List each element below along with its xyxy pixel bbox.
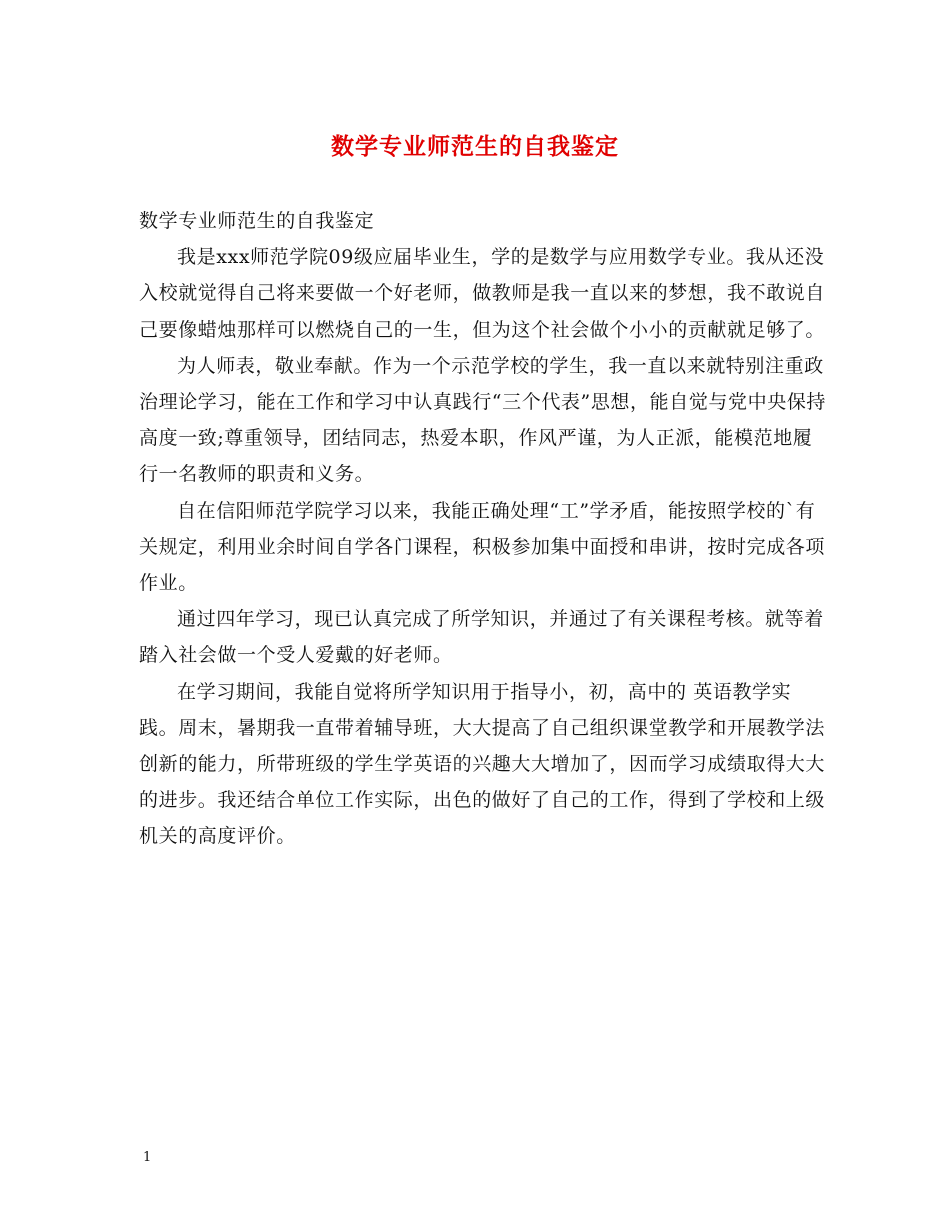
page-number: 1: [143, 1150, 152, 1165]
paragraph: 我是xxx师范学院09级应届毕业生，学的是数学与应用数学专业。我从还没入校就觉得自己将来要做一个好老师，做教师是我一直以来的梦想，我不敢说自己要像蜡烛那样可以燃烧自己的一生，但为这个社会做个小小的贡献就足够了。: [139, 246, 826, 341]
document-title: 数学专业师范生的自我鉴定: [331, 133, 619, 160]
paragraph: 自在信阳师范学院学习以来，我能正确处理“工”学矛盾，能按照学校的`有关规定，利用业余时间自学各门课程，积极参加集中面授和串讲，按时完成各项作业。: [139, 499, 826, 595]
document-body: [139, 203, 829, 855]
paragraph: 通过四年学习，现已认真完成了所学知识，并通过了有关课程考核。就等着踏入社会做一个受人爱戴的好老师。: [139, 608, 824, 667]
paragraph: 在学习期间，我能自觉将所学知识用于指导小，初，高中的 英语教学实践。周末，暑期我一直带着辅导班，大大提高了自己组织课堂教学和开展教学法创新的能力，所带班级的学生学英语的兴趣大大增加了，因而学习成绩取得大大的进步。我还结合单位工作实际，出色的做好了自己的工作，得到了学校和上级机关的高度评价。: [139, 680, 826, 848]
document-subtitle: 数学专业师范生的自我鉴定: [139, 210, 375, 232]
paragraph: 为人师表，敬业奉献。作为一个示范学校的学生，我一直以来就特别注重政治理论学习，能在工作和学习中认真践行“三个代表”思想，能自觉与党中央保持高度一致;尊重领导，团结同志，热爱本职，作风严谨，为人正派，能模范地履行一名教师的职责和义务。: [139, 354, 827, 486]
